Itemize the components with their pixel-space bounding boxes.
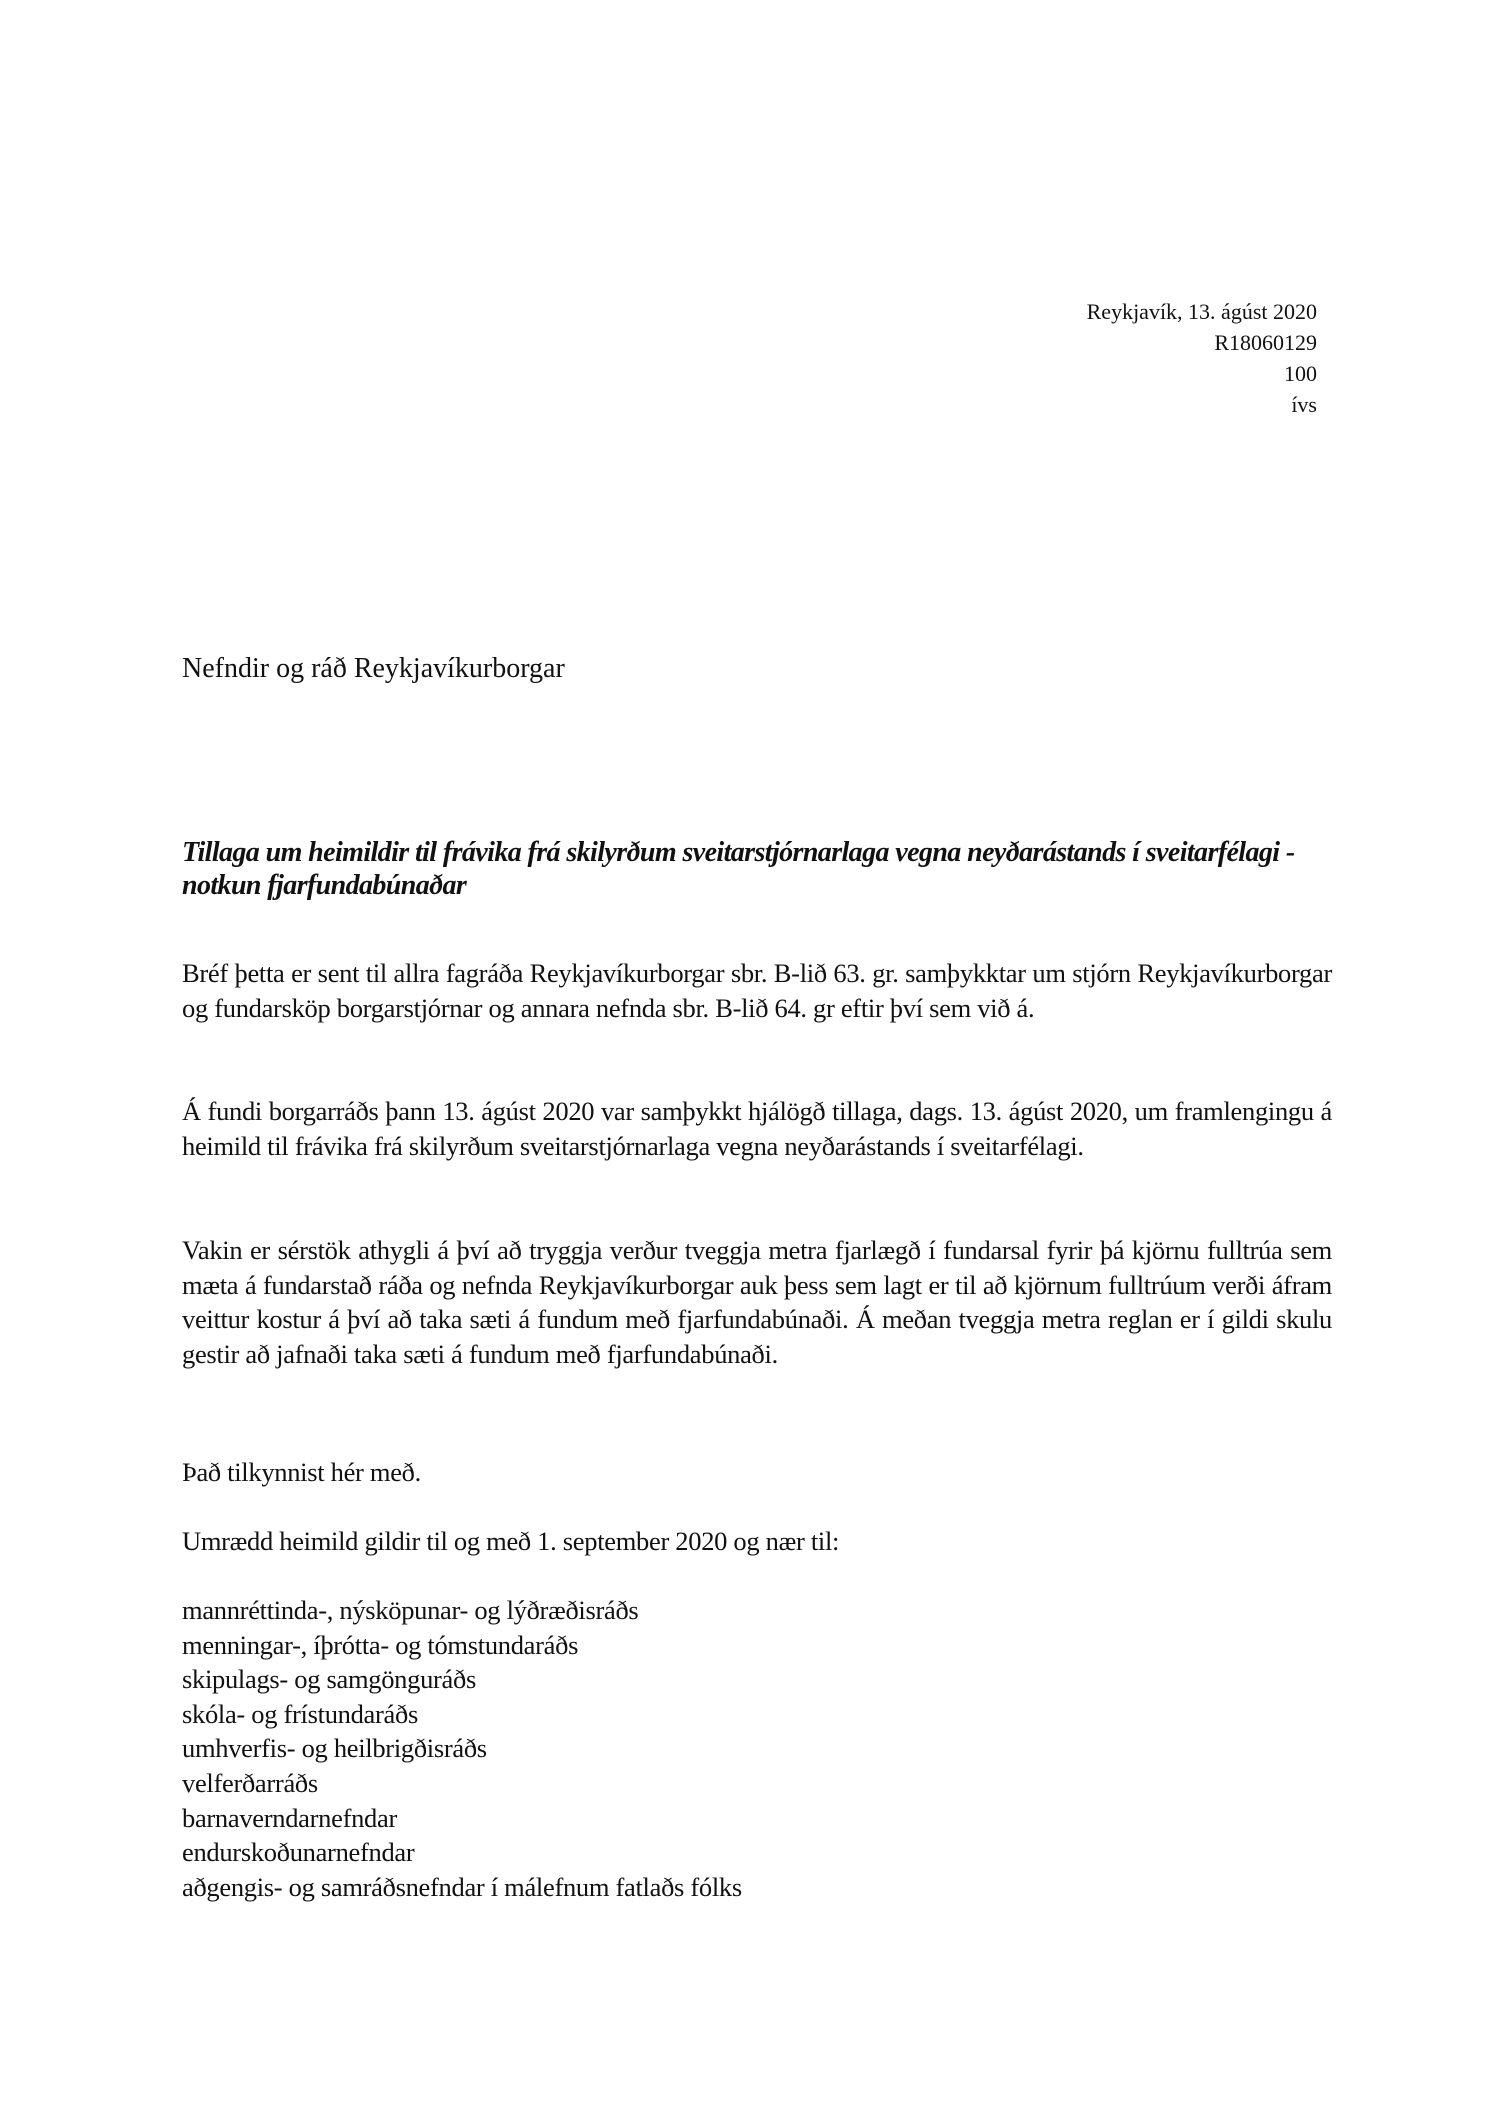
subject-heading: Tillaga um heimildir til frávika frá skilyrðum sveitarstjórnarlaga vegna neyðarástands í sveitarfélagi - notkun fjarfundabúnaðar [182,837,1295,901]
author-initials: ívs [1291,392,1317,417]
paragraph-scope: Bréf þetta er sent til allra fagráða Reykjavíkurborgar sbr. B-lið 63. gr. samþykktar um stjórn Reykjavíkurborgar og fundarsköp borgarstjórnar og annara nefnda sbr. B-lið 64. gr eftir því sem við á. [182,958,1332,1023]
paragraph-distancing: Vakin er sérstök athygli á því að tryggja verður tveggja metra fjarlægð í fundarsal fyrir þá kjörnu fulltrúa sem mæta á fundarstað ráða og nefnda Reykjavíkurborgar auk þess sem lagt er til að kjörnum fulltrúum verði áfram veittur kostur á því að taka sæti á fundum með fjarfundabúnaði. Á meðan tveggja metra reglan er í gildi skulu gestir að jafnaði taka sæti á fundum með fjarfundabúnaði. [182,1235,1332,1369]
place-and-date: Reykjavík, 13. ágúst 2020 [1086,299,1317,324]
list-item: endurskoðunarnefndar [182,1837,415,1868]
list-item: menningar-, íþrótta- og tómstundaráðs [182,1629,579,1660]
list-item: mannréttinda-, nýsköpunar- og lýðræðisráðs [182,1595,639,1625]
recipient: Nefndir og ráð Reykjavíkurborgar [182,653,565,684]
paragraph-notice: Það tilkynnist hér með. [182,1457,421,1487]
list-item: aðgengis- og samráðsnefndar í málefnum fatlaðs fólks [182,1871,742,1902]
committee-list [182,1593,742,1904]
list-item: velferðarráðs [182,1767,318,1798]
paragraph-validity: Umrædd heimild gildir til og með 1. september 2020 og nær til: [182,1526,840,1556]
document-code: 100 [1284,361,1317,386]
reference-number: R18060129 [1214,330,1317,355]
list-item: barnaverndarnefndar [182,1802,397,1833]
list-item: umhverfis- og heilbrigðisráðs [182,1733,487,1764]
letter-header [1087,296,1317,420]
list-item: skóla- og frístundaráðs [182,1698,418,1729]
list-item: skipulags- og samgönguráðs [182,1664,476,1695]
paragraph-approval: Á fundi borgarráðs þann 13. ágúst 2020 var samþykkt hjálögð tillaga, dags. 13. ágúst 2020, um framlengingu á heimild til frávika frá skilyrðum sveitarstjórnarlaga vegna neyðarástands í sveitarfélagi. [182,1096,1332,1161]
